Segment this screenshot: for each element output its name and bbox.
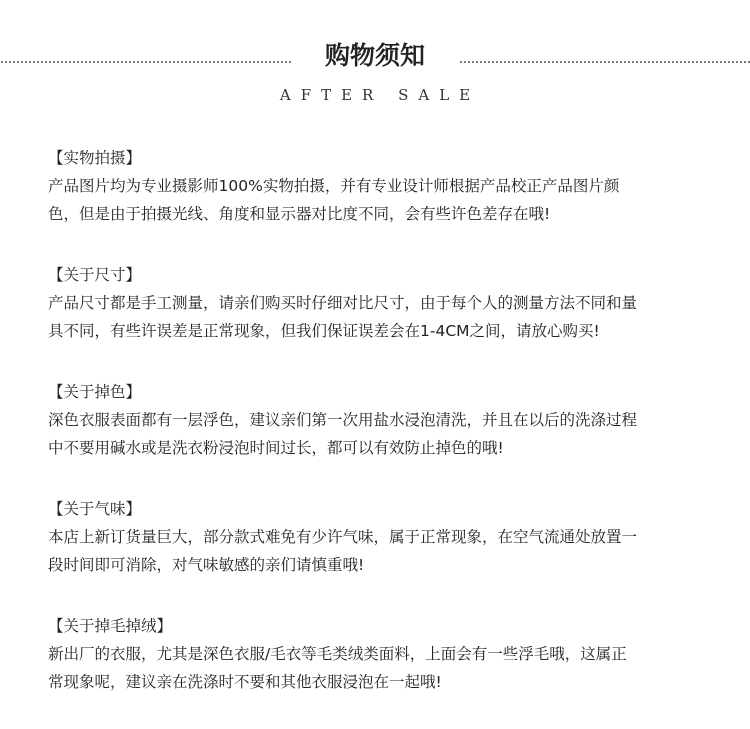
body-line: 本店上新订货量巨大，部分款式难免有少许气味，属于正常现象，在空气流通处放置一 [48, 528, 638, 546]
body-line: 常现象呢，建议亲在洗涤时不要和其他衣服浸泡在一起哦! [48, 673, 442, 691]
section-body [48, 289, 708, 345]
section-heading: 【关于尺寸】 [48, 266, 142, 284]
section-color-fading [48, 378, 708, 462]
body-line: 产品尺寸都是手工测量，请亲们购买时仔细对比尺寸，由于每个人的测量方法不同和量 [48, 294, 638, 312]
section-body [48, 523, 708, 579]
section-heading: 【关于掉色】 [48, 383, 142, 401]
body-line: 深色衣服表面都有一层浮色，建议亲们第一次用盐水浸泡清洗，并且在以后的洗涤过程 [48, 411, 638, 429]
dotted-divider-right [459, 60, 750, 65]
body-line: 色，但是由于拍摄光线、角度和显示器对比度不同，会有些许色差存在哦! [48, 205, 551, 223]
section-odor [48, 495, 708, 579]
page-subtitle: AFTER SALE [279, 86, 481, 104]
page-header [0, 0, 750, 110]
body-line: 段时间即可消除，对气味敏感的亲们请慎重哦! [48, 556, 365, 574]
section-heading: 【实物拍摄】 [48, 149, 142, 167]
section-lint-shedding [48, 612, 708, 696]
section-photography [48, 144, 708, 228]
section-body [48, 640, 708, 696]
section-size [48, 261, 708, 345]
title-row [0, 38, 750, 74]
body-line: 产品图片均为专业摄影师100%实物拍摄，并有专业设计师根据产品校正产品图片颜 [48, 177, 620, 195]
notice-content [48, 144, 708, 729]
body-line: 新出厂的衣服，尤其是深色衣服/毛衣等毛类绒类面料，上面会有一些浮毛哦，这属正 [48, 645, 627, 663]
section-body [48, 172, 708, 228]
section-heading: 【关于掉毛掉绒】 [48, 617, 173, 635]
section-heading: 【关于气味】 [48, 500, 142, 518]
body-line: 具不同，有些许误差是正常现象，但我们保证误差会在1-4CM之间，请放心购买! [48, 322, 600, 340]
body-line: 中不要用碱水或是洗衣粉浸泡时间过长，都可以有效防止掉色的哦! [48, 439, 504, 457]
page-title: 购物须知 [324, 41, 425, 70]
section-body [48, 406, 708, 462]
